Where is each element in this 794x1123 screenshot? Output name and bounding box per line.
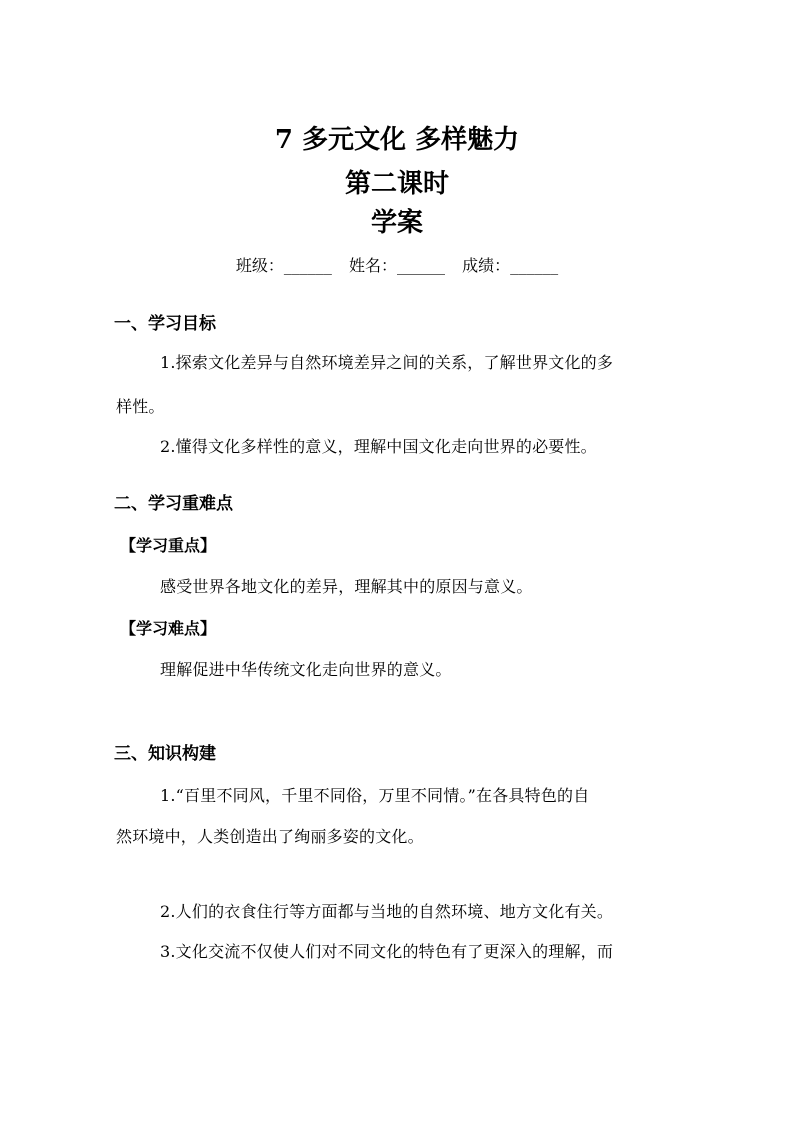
knowledge-1-line-1: 1.“百里不同风，千里不同俗，万里不同情。”在各具特色的自	[160, 786, 590, 805]
score-field: 成绩：______	[462, 256, 559, 275]
knowledge-3-line-1: 3.文化交流不仅使人们对不同文化的特色有了更深入的理解，而	[160, 942, 614, 961]
name-field: 姓名：______	[348, 256, 445, 275]
document-title: 7 多元文化 多样魅力	[274, 125, 520, 155]
key-point-label: 【学习重点】	[120, 536, 217, 555]
objective-1-line-2: 样性。	[116, 397, 165, 416]
lesson-subtitle: 第二课时	[344, 169, 449, 199]
student-info-line	[0, 254, 794, 278]
class-field: 班级：______	[235, 256, 332, 275]
knowledge-1-line-2: 然环境中，人类创造出了绚丽多姿的文化。	[116, 827, 424, 846]
objective-2: 2.懂得文化多样性的意义，理解中国文化走向世界的必要性。	[160, 437, 597, 456]
objective-1-line-1: 1.探索文化差异与自然环境差异之间的关系，了解世界文化的多	[160, 353, 614, 372]
section-heading-objectives: 一、学习目标	[114, 314, 216, 334]
document-type: 学案	[370, 208, 423, 238]
difficulty-label: 【学习难点】	[120, 619, 217, 638]
difficulty-text: 理解促进中华传统文化走向世界的意义。	[160, 660, 452, 679]
section-heading-knowledge: 三、知识构建	[114, 744, 216, 764]
section-heading-key-points: 二、学习重难点	[114, 494, 233, 514]
knowledge-2: 2.人们的衣食住行等方面都与当地的自然环境、地方文化有关。	[160, 902, 614, 921]
key-point-text: 感受世界各地文化的差异，理解其中的原因与意义。	[160, 577, 533, 596]
